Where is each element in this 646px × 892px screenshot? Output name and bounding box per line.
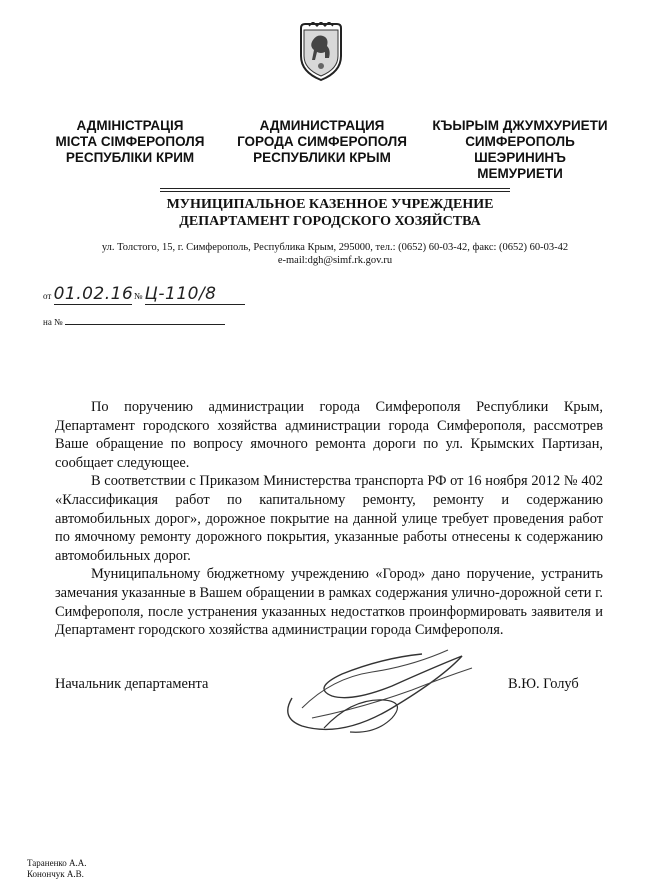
header-crh-line: СИМФЕРОПОЛЬ bbox=[465, 134, 575, 149]
header-ru-line: ГОРОДА СИМФЕРОПОЛЯ bbox=[237, 134, 407, 149]
handwritten-date: 01.02.16 bbox=[53, 284, 134, 304]
organization-line: МУНИЦИПАЛЬНОЕ КАЗЕННОЕ УЧРЕЖДЕНИЕ bbox=[166, 197, 494, 212]
handwritten-signature-icon bbox=[272, 638, 482, 746]
organization-name bbox=[60, 196, 600, 230]
outgoing-reference bbox=[43, 284, 245, 305]
header-russian bbox=[222, 118, 422, 166]
letter-body bbox=[55, 398, 603, 640]
incoming-reference bbox=[43, 315, 225, 327]
header-uk-line: МІСТА СІМФЕРОПОЛЯ bbox=[55, 134, 205, 149]
from-label: от bbox=[43, 291, 52, 301]
handwritten-number: Ц-110/8 bbox=[144, 284, 217, 304]
signer-title: Начальник департамента bbox=[55, 676, 209, 692]
body-paragraph: По поручению администрации города Симферополя Республики Крым, Департамент городского хозяйства администрации города Симферополя, рассмотрев Ваше обращение по вопросу ямочного ремонта дороги по ул. Крымских Партизан, сообщает следующее. bbox=[55, 399, 603, 471]
header-crh-line: МЕМУРИЕТИ bbox=[477, 166, 563, 181]
body-paragraph: Муниципальному бюджетному учреждению «Город» дано поручение, устранить замечания указанные в Вашем обращении в рамках содержания улично-дорожной сети г. Симферополя, после устранения указанных недостатков проинформировать заявителя и Департамент городского хозяйства администрации города Симферополя. bbox=[55, 566, 603, 639]
header-ru-line: АДМИНИСТРАЦИЯ bbox=[259, 118, 385, 133]
coat-of-arms-icon bbox=[295, 22, 347, 82]
header-crh-line: КЪЫРЫМ ДЖУМХУРИЕТИ bbox=[432, 118, 608, 133]
executors bbox=[27, 858, 87, 880]
signer-name: В.Ю. Голуб bbox=[508, 676, 579, 692]
executor-name: Тараненко А.А. bbox=[27, 858, 87, 868]
header-crh-line: ШЕЭРИНИНЪ bbox=[474, 150, 566, 165]
executor-name: Конончук А.В. bbox=[27, 869, 84, 879]
header-crimean-tatar bbox=[420, 118, 620, 182]
address-line: e-mail:dgh@simf.rk.gov.ru bbox=[277, 255, 393, 266]
to-label: на № bbox=[43, 317, 63, 327]
organization-address bbox=[40, 241, 630, 267]
organization-line: ДЕПАРТАМЕНТ ГОРОДСКОГО ХОЗЯЙСТВА bbox=[179, 214, 481, 229]
incoming-number-blank bbox=[65, 315, 225, 325]
header-ukrainian bbox=[30, 118, 230, 166]
address-line: ул. Толстого, 15, г. Симферополь, Республика Крым, 295000, тел.: (0652) 60-03-42, факс: (0652) 60-03-42 bbox=[101, 242, 569, 253]
number-label: № bbox=[133, 291, 143, 301]
header-divider bbox=[160, 188, 510, 189]
header-ru-line: РЕСПУБЛИКИ КРЫМ bbox=[253, 150, 391, 165]
header-uk-line: РЕСПУБЛІКИ КРИМ bbox=[65, 150, 195, 165]
header-divider bbox=[160, 191, 510, 192]
header-uk-line: АДМІНІСТРАЦІЯ bbox=[76, 118, 184, 133]
body-paragraph: В соответствии с Приказом Министерства транспорта РФ от 16 ноября 2012 № 402 «Классификация работ по капитальному ремонту, ремонту и содержанию автомобильных дорог», дорожное покрытие на данной улице требует проведения работ по ямочному ремонту дорожного покрытия, указанные работы отнесены к содержанию автомобильных дорог. bbox=[55, 473, 603, 564]
